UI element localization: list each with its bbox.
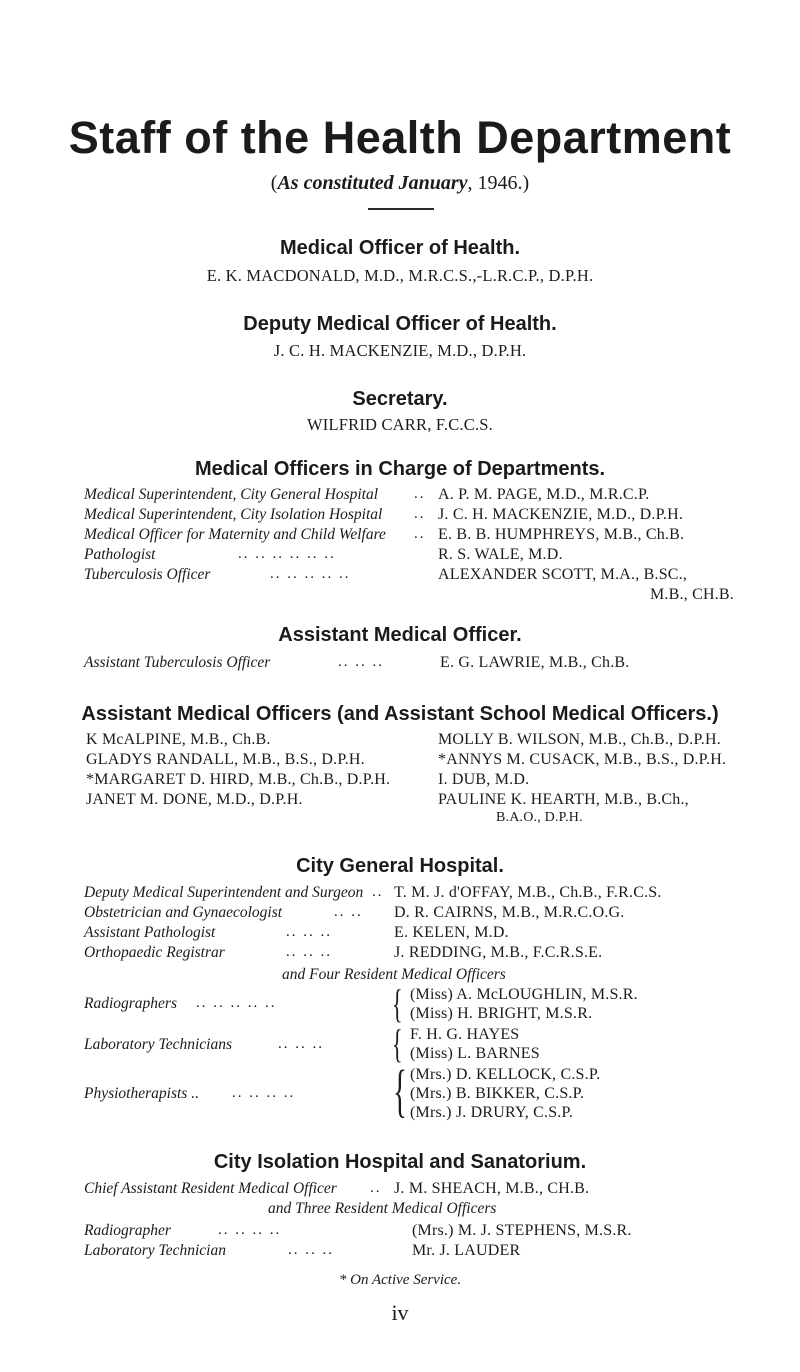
isolation-role: Chief Assistant Resident Medical Officer — [84, 1180, 337, 1197]
leader-dots: .. .. .. .. .. — [270, 566, 351, 582]
heading-deputy-moh: Deputy Medical Officer of Health. — [243, 313, 557, 335]
deputy-moh-name: J. C. H. MACKENZIE, M.D., D.P.H. — [273, 341, 527, 360]
dept-name: J. C. H. MACKENZIE, M.D., D.P.H. — [438, 506, 684, 523]
leader-dots: .. .. — [334, 904, 363, 920]
dept-name-continued: M.B., CH.B. — [650, 586, 734, 603]
leader-dots: .. .. .. — [288, 1242, 334, 1258]
brace-icon: { — [392, 1021, 403, 1066]
hospital-role: Assistant Pathologist — [84, 924, 216, 941]
leader-dots: .. .. .. — [338, 654, 384, 670]
group-name: F. H. G. HAYES — [410, 1026, 520, 1043]
heading-moh: Medical Officer of Health. — [279, 237, 521, 259]
leader-dots: .. — [414, 486, 426, 502]
brace-icon: { — [393, 1058, 407, 1123]
dept-role: Medical Superintendent, City Isolation Hospital — [84, 506, 383, 523]
dept-name: ALEXANDER SCOTT, M.A., B.SC., — [438, 566, 688, 583]
heading-departments: Medical Officers in Charge of Departments. — [194, 458, 606, 480]
staff-name: PAULINE K. HEARTH, M.B., B.Ch., — [438, 791, 689, 808]
group-name: (Mrs.) J. DRURY, C.S.P. — [410, 1104, 574, 1121]
leader-dots: .. .. .. — [278, 1036, 324, 1052]
staff-name: K McALPINE, M.B., Ch.B. — [86, 731, 271, 748]
page-title: Staff of the Health Department — [68, 112, 732, 163]
staff-name: JANET M. DONE, M.D., D.P.H. — [86, 791, 303, 808]
group-name: (Miss) L. BARNES — [410, 1045, 540, 1062]
staff-name: *MARGARET D. HIRD, M.B., Ch.B., D.P.H. — [86, 771, 391, 788]
footnote: * On Active Service. — [338, 1272, 462, 1288]
heading-secretary: Secretary. — [352, 388, 448, 410]
isolation-name: J. M. SHEACH, M.B., CH.B. — [394, 1180, 590, 1197]
leader-dots: .. .. .. .. — [232, 1085, 296, 1101]
group-name: (Mrs.) D. KELLOCK, C.S.P. — [410, 1066, 601, 1083]
leader-dots: .. .. .. — [286, 944, 332, 960]
page-number: iv — [391, 1300, 409, 1325]
dept-role: Medical Superintendent, City General Hospital — [84, 486, 379, 503]
hospital-name: D. R. CAIRNS, M.B., M.R.C.O.G. — [394, 904, 625, 921]
group-role: Laboratory Technicians — [84, 1036, 232, 1053]
dept-role: Tuberculosis Officer — [84, 566, 211, 583]
group-role: Radiographers — [84, 995, 177, 1012]
leader-dots: .. — [370, 1180, 382, 1196]
leader-dots: .. .. .. .. .. — [196, 995, 277, 1011]
group-role: Physiotherapists .. — [84, 1085, 199, 1102]
hospital-name: E. KELEN, M.D. — [394, 924, 509, 941]
resident-note: and Three Resident Medical Officers — [268, 1200, 497, 1217]
isolation-role: Radiographer — [84, 1222, 171, 1239]
isolation-name: (Mrs.) M. J. STEPHENS, M.S.R. — [412, 1222, 632, 1239]
heading-general-hospital: City General Hospital. — [296, 855, 504, 877]
divider-rule — [368, 208, 434, 210]
dept-name: E. B. B. HUMPHREYS, M.B., Ch.B. — [438, 526, 685, 543]
leader-dots: .. .. .. — [286, 924, 332, 940]
leader-dots: .. — [414, 506, 426, 522]
isolation-name: Mr. J. LAUDER — [412, 1242, 521, 1259]
hospital-name: T. M. J. d'OFFAY, M.B., Ch.B., F.R.C.S. — [394, 884, 662, 901]
heading-assistant-mo: Assistant Medical Officer. — [278, 624, 522, 646]
hospital-role: Orthopaedic Registrar — [84, 944, 225, 961]
staff-name: *ANNYS M. CUSACK, M.B., B.S., D.P.H. — [438, 751, 727, 768]
brace-icon: { — [392, 981, 403, 1026]
heading-assistant-school-mo: Assistant Medical Officers (and Assistant School Medical Officers.) — [81, 703, 719, 725]
group-name: (Miss) A. McLOUGHLIN, M.S.R. — [410, 986, 638, 1003]
hospital-name: J. REDDING, M.B., F.C.R.S.E. — [394, 944, 603, 961]
staff-name-continued: B.A.O., D.P.H. — [496, 810, 583, 825]
leader-dots: .. .. .. .. .. .. — [238, 546, 336, 562]
dept-name: R. S. WALE, M.D. — [438, 546, 563, 563]
staff-name: GLADYS RANDALL, M.B., B.S., D.P.H. — [86, 751, 365, 768]
isolation-role: Laboratory Technician — [84, 1242, 226, 1259]
leader-dots: .. — [372, 884, 384, 900]
resident-note: and Four Resident Medical Officers — [282, 966, 506, 983]
dept-name: A. P. M. PAGE, M.D., M.R.C.P. — [438, 486, 650, 503]
amo-role: Assistant Tuberculosis Officer — [84, 654, 271, 671]
page-subtitle: (As constituted January, 1946.) — [270, 172, 530, 194]
staff-name: MOLLY B. WILSON, M.B., Ch.B., D.P.H. — [438, 731, 721, 748]
hospital-role: Deputy Medical Superintendent and Surgeon — [84, 884, 364, 901]
leader-dots: .. — [414, 526, 426, 542]
hospital-role: Obstetrician and Gynaecologist — [84, 904, 283, 921]
group-name: (Mrs.) B. BIKKER, C.S.P. — [410, 1085, 585, 1102]
staff-name: I. DUB, M.D. — [438, 771, 530, 788]
group-name: (Miss) H. BRIGHT, M.S.R. — [410, 1005, 593, 1022]
amo-name: E. G. LAWRIE, M.B., Ch.B. — [440, 654, 630, 671]
heading-isolation-hospital: City Isolation Hospital and Sanatorium. — [213, 1151, 587, 1173]
moh-name: E. K. MACDONALD, M.D., M.R.C.S.,-L.R.C.P., D.P.H. — [206, 266, 594, 285]
dept-role: Pathologist — [84, 546, 156, 563]
secretary-name: WILFRID CARR, F.C.C.S. — [307, 415, 493, 434]
dept-role: Medical Officer for Maternity and Child Welfare — [84, 526, 386, 543]
leader-dots: .. .. .. .. — [218, 1222, 282, 1238]
